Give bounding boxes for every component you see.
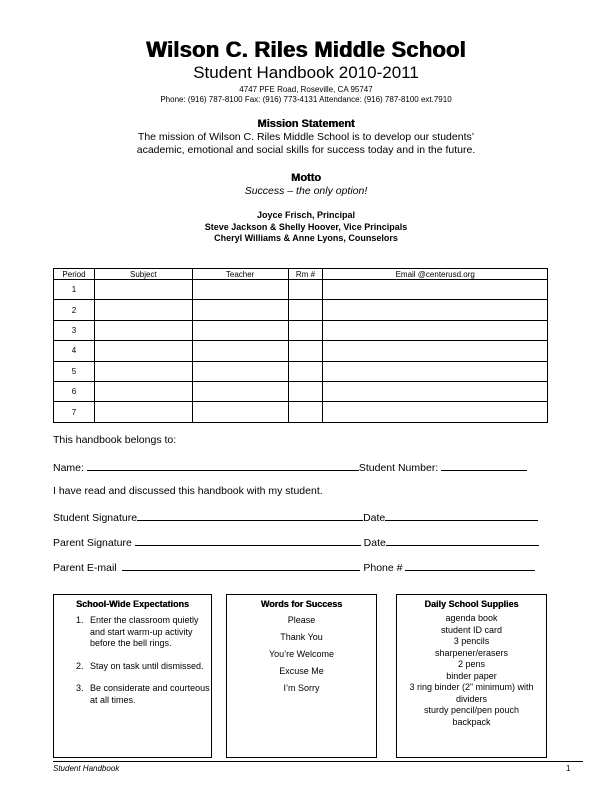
teacher-cell[interactable] [192, 402, 288, 422]
list-item: Excuse Me [279, 666, 324, 676]
parent-date-label: Date [363, 537, 386, 549]
subject-cell[interactable] [94, 361, 192, 381]
room-cell[interactable] [288, 402, 323, 422]
student-signature-label: Student Signature [53, 512, 138, 524]
list-item: You’re Welcome [268, 649, 335, 659]
table-row [54, 300, 548, 320]
mission-text [0, 131, 612, 157]
list-item: 2 pens [457, 659, 486, 669]
name-label: Name: [53, 462, 84, 474]
supplies-title: Daily School Supplies [424, 599, 519, 609]
room-cell[interactable] [288, 300, 323, 320]
teacher-cell[interactable] [192, 320, 288, 340]
motto-text: Success – the only option! [244, 185, 368, 197]
mission-line-1: The mission of Wilson C. Riles Middle School is to develop our students’ [137, 131, 475, 143]
expectations-list [54, 615, 211, 706]
list-item: 3 ring binder (2” minimum) with dividers [409, 682, 534, 704]
teacher-cell[interactable] [192, 361, 288, 381]
expectations-box [53, 594, 212, 758]
room-cell[interactable] [288, 341, 323, 361]
mission-heading: Mission Statement [257, 118, 355, 130]
parent-signature-field[interactable] [135, 534, 361, 546]
name-field[interactable] [87, 459, 359, 471]
email-cell[interactable] [323, 402, 548, 422]
counselors: Cheryl Williams & Anne Lyons, Counselors [214, 233, 398, 243]
period-number: 5 [54, 361, 95, 381]
handbook-title: Student Handbook 2010-2011 [193, 63, 419, 82]
student-signature-line [53, 509, 538, 524]
list-item: sharpener/erasers [434, 647, 509, 658]
parent-email-label: Parent E-mail [53, 562, 117, 574]
mission-line-2: academic, emotional and social skills for success today and in the future. [136, 144, 476, 156]
email-cell[interactable] [323, 320, 548, 340]
teacher-cell[interactable] [192, 300, 288, 320]
list-item: Please [287, 615, 316, 625]
principal: Joyce Frisch, Principal [256, 210, 356, 220]
table-row [54, 280, 548, 300]
email-cell[interactable] [323, 341, 548, 361]
period-number: 3 [54, 320, 95, 340]
class-schedule-table [53, 268, 548, 423]
list-item: 3. Be considerate and courteous at all times. [86, 683, 211, 706]
name-line [53, 459, 527, 474]
phone-label: Phone # [363, 562, 403, 574]
subject-cell[interactable] [94, 381, 192, 401]
email-cell[interactable] [323, 361, 548, 381]
teacher-cell[interactable] [192, 341, 288, 361]
belongs-to-label: This handbook belongs to: [53, 434, 177, 446]
supplies-list [397, 613, 546, 728]
header-email: Email @centerusd.org [323, 269, 548, 280]
page-number: 1 [566, 764, 571, 773]
email-cell[interactable] [323, 280, 548, 300]
table-row [54, 341, 548, 361]
list-item: agenda book [445, 613, 498, 623]
student-number-field[interactable] [441, 459, 527, 471]
student-number-label: Student Number: [358, 462, 439, 474]
parent-signature-line [53, 534, 539, 549]
words-list [227, 612, 376, 697]
subject-cell[interactable] [94, 300, 192, 320]
period-number: 2 [54, 300, 95, 320]
room-cell[interactable] [288, 381, 323, 401]
list-item: 3 pencils [453, 636, 490, 646]
list-item: 1. Enter the classroom quietly and start warm-up activity before the bell rings. [86, 615, 211, 650]
vice-principals: Steve Jackson & Shelly Hoover, Vice Principals [204, 221, 408, 232]
table-row [54, 402, 548, 422]
table-row [54, 320, 548, 340]
staff-list [0, 210, 612, 245]
email-cell[interactable] [323, 300, 548, 320]
student-date-field[interactable] [385, 509, 538, 521]
table-row [54, 381, 548, 401]
teacher-cell[interactable] [192, 280, 288, 300]
period-number: 1 [54, 280, 95, 300]
header-period: Period [54, 269, 95, 280]
supplies-box [396, 594, 547, 758]
list-item: I’m Sorry [283, 683, 320, 693]
header-subject: Subject [94, 269, 192, 280]
list-item: student ID card [440, 624, 503, 635]
motto-heading: Motto [291, 172, 321, 184]
subject-cell[interactable] [94, 280, 192, 300]
school-title: Wilson C. Riles Middle School [146, 37, 466, 62]
period-number: 4 [54, 341, 95, 361]
footer-title: Student Handbook [53, 764, 120, 773]
footer-divider [53, 761, 583, 762]
list-item: 2. Stay on task until dismissed. [86, 661, 211, 673]
email-cell[interactable] [323, 381, 548, 401]
student-date-label: Date [363, 512, 386, 524]
period-number: 6 [54, 381, 95, 401]
schedule-header-row [54, 269, 548, 280]
subject-cell[interactable] [94, 320, 192, 340]
school-phones: Phone: (916) 787-8100 Fax: (916) 773-4131 Attendance: (916) 787-8100 ext.7910 [160, 95, 452, 104]
expectations-title: School-Wide Expectations [76, 599, 189, 609]
room-cell[interactable] [288, 361, 323, 381]
parent-email-line [53, 559, 535, 574]
list-item: sturdy pencil/pen pouch [423, 705, 520, 715]
period-number: 7 [54, 402, 95, 422]
table-row [54, 361, 548, 381]
student-signature-field[interactable] [137, 509, 363, 521]
phone-field[interactable] [405, 559, 535, 571]
header-teacher: Teacher [192, 269, 288, 280]
teacher-cell[interactable] [192, 381, 288, 401]
room-cell[interactable] [288, 320, 323, 340]
parent-signature-label: Parent Signature [53, 537, 132, 549]
words-box [226, 594, 377, 758]
header-room: Rm # [288, 269, 323, 280]
subject-cell[interactable] [94, 341, 192, 361]
list-item: binder paper [446, 670, 497, 681]
list-item: backpack [452, 716, 491, 727]
parent-date-field[interactable] [386, 534, 539, 546]
parent-email-field[interactable] [122, 559, 360, 571]
subject-cell[interactable] [94, 402, 192, 422]
room-cell[interactable] [288, 280, 323, 300]
list-item: Thank You [280, 632, 323, 642]
school-address: 4747 PFE Road, Roseville, CA 95747 [239, 85, 373, 94]
read-statement: I have read and discussed this handbook with my student. [53, 485, 323, 497]
words-title: Words for Success [260, 599, 343, 609]
